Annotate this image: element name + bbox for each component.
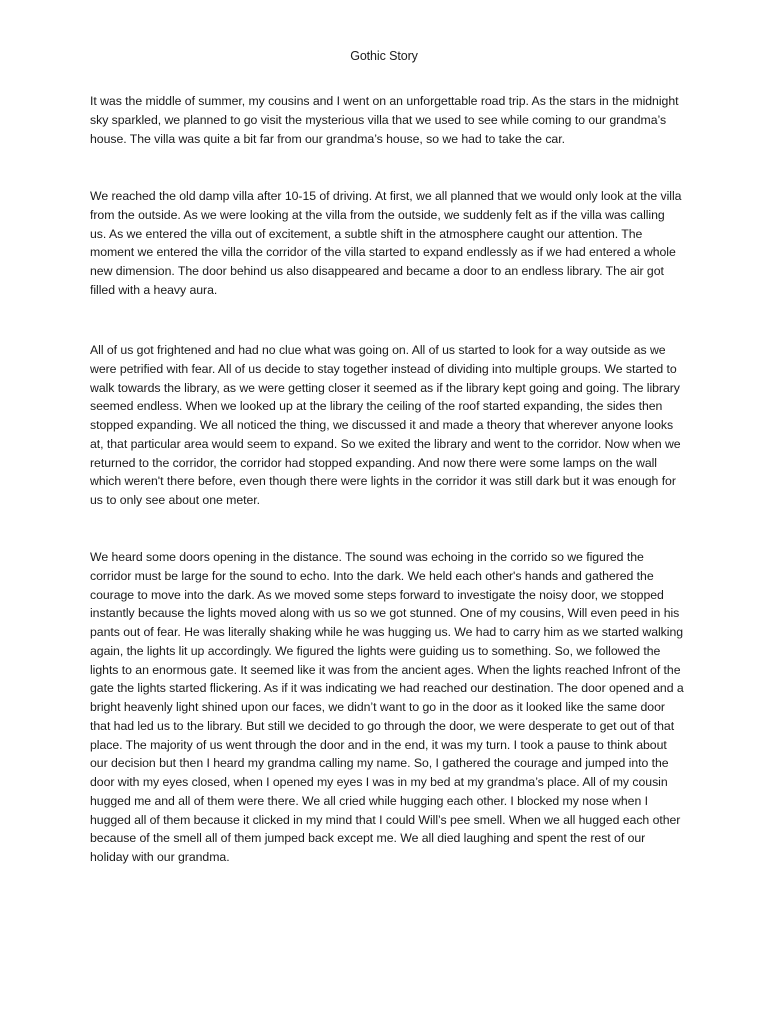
paragraph-1: It was the middle of summer, my cousins and I went on an unforgettable road trip. As the stars in the midnight sky sparkled, we planned to go visit the mysterious villa that we used to see while coming to our grandma’s house. The villa was quite a bit far from our grandma’s house, so we had to take the car. <box>90 94 679 146</box>
paragraph-4: We heard some doors opening in the distance. The sound was echoing in the corrido so we figured the corridor must be large for the sound to echo. Into the dark. We held each other's hands and gathered the courage to move into the dark. As we moved some steps forward to investigate the noisy door, we stopped instantly because the lights moved along with us so we got stunned. One of my cousins, Will even peed in his pants out of fear. He was literally shaking while he was hugging us. We had to carry him as we started walking again, the lights lit up accordingly. We figured the lights were guiding us to something. So, we followed the lights to an enormous gate. It seemed like it was from the ancient ages. When the lights reached Infront of the gate the lights started flickering. As if it was indicating we had reached our destination. The door opened and a bright heavenly light shined upon our faces, we didn’t want to go in the door as it looked like the same door that had led us to the library. But still we decided to go through the door, we were desperate to get out of that place. The majority of us went through the door and in the end, it was my turn. I took a pause to think about our decision but then I heard my grandma calling my name. So, I gathered the courage and jumped into the door with my eyes closed, when I opened my eyes I was in my bed at my grandma’s place. All of my cousin hugged me and all of them were there. We all cried while hugging each other. I blocked my nose when I hugged all of them because it clicked in my mind that I could Will’s pee smell. When we all hugged each other because of the smell all of them jumped back except me. We all died laughing and spent the rest of our holiday with our grandma. <box>90 550 684 864</box>
document-title: Gothic Story <box>350 49 418 63</box>
paragraph-3: All of us got frightened and had no clue what was going on. All of us started to look for a way outside as we were petrified with fear. All of us decide to stay together instead of dividing into multiple groups. We started to walk towards the library, as we were getting closer it seemed as if the library kept going and going. The library seemed endless. When we looked up at the library the ceiling of the roof started expanding, the sides then stopped expanding. We all noticed the thing, we discussed it and made a theory that wherever anyone looks at, that particular area would seem to expand. So we exited the library and went to the corridor. Now when we returned to the corridor, the corridor had stopped expanding. And now there were some lamps on the wall which weren't there before, even though there were lights in the corridor it was still dark but it was enough for us to only see about one meter. <box>90 343 681 507</box>
paragraph-2: We reached the old damp villa after 10-15 of driving. At first, we all planned that we would only look at the villa from the outside. As we were looking at the villa from the outside, we suddenly felt as if the villa was calling us. As we entered the villa out of excitement, a subtle shift in the atmosphere caught our attention. The moment we entered the villa the corridor of the villa started to expand endlessly as if we had entered a whole new dimension. The door behind us also disappeared and became a door to an endless library. The air got filled with a heavy aura. <box>90 189 682 297</box>
